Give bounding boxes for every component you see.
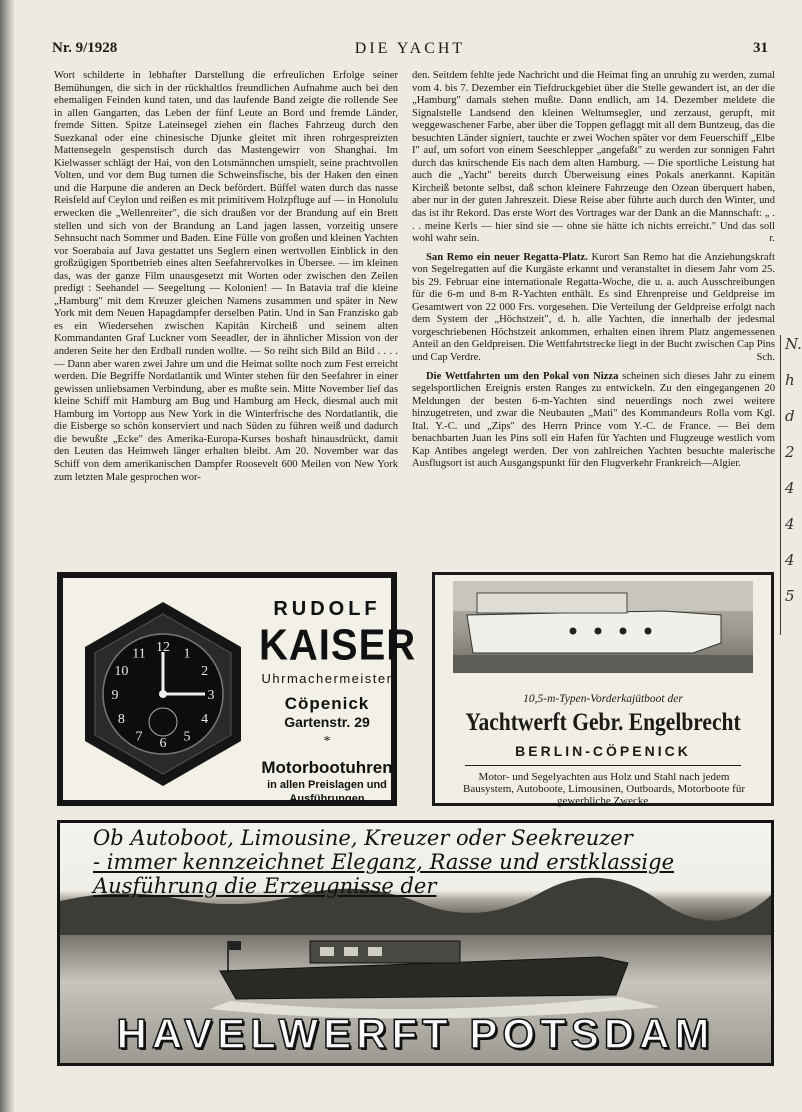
clock-numeral: 10 xyxy=(114,664,129,679)
handwritten-margin-notes: N. h d 2 4 4 4 5 xyxy=(780,335,800,635)
author-initial: r. xyxy=(769,233,775,245)
page-header xyxy=(52,40,768,62)
ad-profession: Uhrmachermeister xyxy=(261,671,393,686)
clock-numeral: 12 xyxy=(156,640,170,655)
ad-line: in allen Preislagen und xyxy=(267,779,387,791)
ad-city: Cöpenick xyxy=(284,694,370,713)
ad-street: Gartenstr. 29 xyxy=(284,714,370,730)
clock-numeral: 4 xyxy=(201,712,209,727)
news-heading: San Remo ein neuer Regatta-Platz. xyxy=(426,251,588,263)
author-initial: Sch. xyxy=(756,352,775,364)
ad-surname: KAISER xyxy=(259,620,417,670)
page-number: 31 xyxy=(753,40,768,56)
clock-numeral: 9 xyxy=(111,688,119,703)
ad-city: BERLIN-CÖPENICK xyxy=(515,743,691,759)
advertisement-engelbrecht xyxy=(432,572,774,806)
clock-numeral: 2 xyxy=(201,664,209,679)
ad-firm: Yachtwerft Gebr. Engelbrecht xyxy=(465,709,741,736)
magazine-title: DIE YACHT xyxy=(354,40,466,57)
clock-numeral: 8 xyxy=(117,712,125,727)
ad-name: RUDOLF xyxy=(273,598,381,620)
text-column-left xyxy=(54,70,398,484)
ad-body: Motor- und Segelyachten aus Holz und Stahl nach jedem Bausystem, Autoboote, Limousinen, Outboards, Motorboote für gewerbliche Zwecke. xyxy=(463,771,745,807)
clock-numeral: 5 xyxy=(183,729,191,745)
clock-numeral: 11 xyxy=(132,646,146,662)
article-paragraph-continued: den. Seitdem fehlte jede Nachricht und die Heimat fing an unruhig zu werden, zumal vom 4. bis 7. Dezember ein Tiefdruckgebiet über die Stelle gewandert ist, an der die „Hamburg" damals stehen mußte. Dann endlich, am 14. Dezember meldete die Signalstelle Landsend den kleinen Weltumsegler, und zerzaust, gerupft, mit weggewaschener Farbe, aber über die Toppen geflaggt mit all dem Buntzeug, das die besuchten Länder signiert, tauchte er zwei Wochen später vor dem Feuerschiff „Elbe I" auf, um sofort von einem Seeschlepper „angefaßt" zu werden zur sonnigen Fahrt durch das knirschende Eis nach dem alten Hamburg. — Die sportliche Leistung hat auch die „Yacht" bereits durch Überweisung eines Pokals anerkannt. Kapitän Kircheiß betonte selbst, daß schon kleinere Fahrzeuge den Ozean überquert haben, aber nur in der guten Jahreszeit. Diese Reise aber führte auch durch den Winter, und das ist ihr Rekord. Das erste Wort des Vortrages war der Dank an die Mannschaft: „ . . . meine Kerls — hier sind sie — ohne sie hätte ich nichts erreicht." Und das soll wohl wahr sein. r. xyxy=(412,70,775,245)
issue-number: Nr. 9/1928 xyxy=(52,40,118,56)
advertisement-havelwerft xyxy=(57,820,774,1066)
ad-caption: 10,5-m-Typen-Vorderkajütboot der xyxy=(523,693,683,705)
article-paragraph: Wort schilderte in lebhafter Darstellung die erfreulichen Erfolge seiner Bemühungen, die sich in der rückhaltlos freundlichen Aufnahme auch bei den ehemaligen Feinden kund taten, und das laufende Band zeigte die rollende See in allen Gangarten, das Leben der fünf Leute an Bord und fremde Länder, fremde Sitten. Spitze Lateinsegel ziehen ein flaches Fahrzeug durch den Suezkanal oder eine chinesische Djunke gleitet mit ihren rohrgespreizten Mattensegeln gespenstisch durch das Mastengewirr von Shanghai. Im Kielwasser schlägt der Hai, von den Lotsmännchen umspielt, seine prachtvollen Volten, und vor dem Bug turnen die Schweinsfische, bis der Haken den einen und die Harpune die anderen an Deck befördert. Büffel waten durch das nasse Reisfeld auf Ceylon und reißen es mit primitivem Holzpfluge auf — in Honolulu erwecken die „Wellenreiter", die sich draußen vor der Brandung auf ein Brett stellen und sich von der Brandung an Land jagen lassen, vorzeitig unsere Sehnsucht nach Sommer und Baden. Eine Fülle von großen und kleinen Yachten vor Soerabaia auf Java gestattet uns Seglern einen wertvollen Einblick in den großzügigen Sportbetrieb eines alten Seefahrervolkes in Übersee. — im kleinen das, was der ganze Film unausgesetzt mit Worten oder zwischen den Zeilen predigt : Seehandel — Seegeltung — Kolonien! — In Batavia traf die kleine „Hamburg" mit dem Kreuzer gleichen Namens zusammen und später in New York mit dem Neuen Hapagdampfer derselben Patin. Und in San Franzisko gab es ein Wiedersehen zwischen Kapitän Kircheiß und seinem alten Kommandanten Graf Luckner vom Seeadler, der in ähnlicher Mission von der anderen Seite her den Erdball runden wollte. — So reiht sich Bild an Bild . . . . — Dann aber waren zwei Jahre um und die Heimat sollte noch zum Fest erreicht werden. Die Begriffe Nordatlantik und Winter stehen für den Seefahrer in einer gewissen unliebsamen Verbindung, aber es mußte sein. Mitte November lief das kleine Schiff mit Hamburg am Bug und Hamburg am Heck, diesmal auch mit Hamburg im Vortopp aus New York in die Winterfrische des Nordatlantik, die die Eisberge so schön konserviert und nach Süden zu führen weiß und dadurch die bewußte „Ecke" des Amerika-Europa-Kurses boshaft hinausdrückt, damit den Leuten das Heimweh länger erhalten bleibt. Am 20. November war das Schiff von dem amerikanischen Dampfer Roosevelt 600 Meilen von New York zum letzten Male gesprochen wor- xyxy=(54,70,398,483)
clock-icon xyxy=(81,600,245,788)
ad-banner: HAVELWERFT POTSDAM xyxy=(116,1010,715,1057)
ad-slogan: Ob Autoboot, Limousine, Kreuzer oder Seekreuzer - immer kennzeichnet Eleganz, Rasse und erstklassige Ausführung die Erzeugnisse der xyxy=(93,826,675,898)
news-nizza: Die Wettfahrten um den Pokal von Nizza scheinen sich dieses Jahr zu einem segelsportlichen Ereignis ersten Ranges zu entwickeln. Zu den eingegangenen 20 Meldungen der besten 6-m-Yachten sind neuerdings noch zwei weitere hinzugetreten, und zwar die Neubauten „Mati" des Kommandeurs Rolla vom Kgl. Ital. Y.-C. und „Zips" des Herrn Prince vom Y.-C. de France. — Bei dem benachbarten Juan les Pins soll ein Hafen für Yachten und Flugzeuge westlich vom Kap Antibes angelegt werden. Der von zahlreichen Yachten besuchte malerische Ausflugsort ist auch Ausgangspunkt für den Flugverkehr Frankreich—Algier. xyxy=(412,370,776,470)
star-icon: * xyxy=(323,734,331,749)
page-binding xyxy=(0,0,14,1112)
news-san-remo: San Remo ein neuer Regatta-Platz. Kurort San Remo hat die Anziehungskraft von Segelregatten auf die Kurgäste erkannt und veranstaltet in diesem Jahr vom 25. bis 29. Februar eine internationale Regatta-Woche, die u. a. auch Ausschreibungen für die 6-m und 8-m R-Yachten enthält. Es sind Ehrenpreise und Geldpreise im Gesamtwert von 22 000 Frs. vorgesehen. Die Verteilung der Geldpreise erfolgt nach dem System der „Höchstzeit", d. h. alle Yachten, die innerhalb der jedesmal vorgeschriebenen Höchstzeit ankommen, erhalten einen ihrem Platz angemessenen Anteil an den Geldpreisen. Die Wettfahrtstrecke liegt in der Bucht zwischen Cap Pins und Cap Verdre. Sch. xyxy=(412,251,775,364)
divider xyxy=(465,765,741,766)
ad-product: Motorbootuhren xyxy=(261,758,393,777)
advertisement-kaiser xyxy=(57,572,417,806)
clock-numeral: 6 xyxy=(159,736,167,751)
clock-numeral: 7 xyxy=(135,729,143,745)
news-heading: Die Wettfahrten um den Pokal von Nizza xyxy=(426,370,619,382)
clock-numeral: 1 xyxy=(183,646,191,662)
text-column-right xyxy=(412,70,775,471)
clock-numeral: 3 xyxy=(207,688,215,703)
motorboat-photo xyxy=(453,581,753,673)
ad-line: Ausführungen xyxy=(289,793,365,805)
